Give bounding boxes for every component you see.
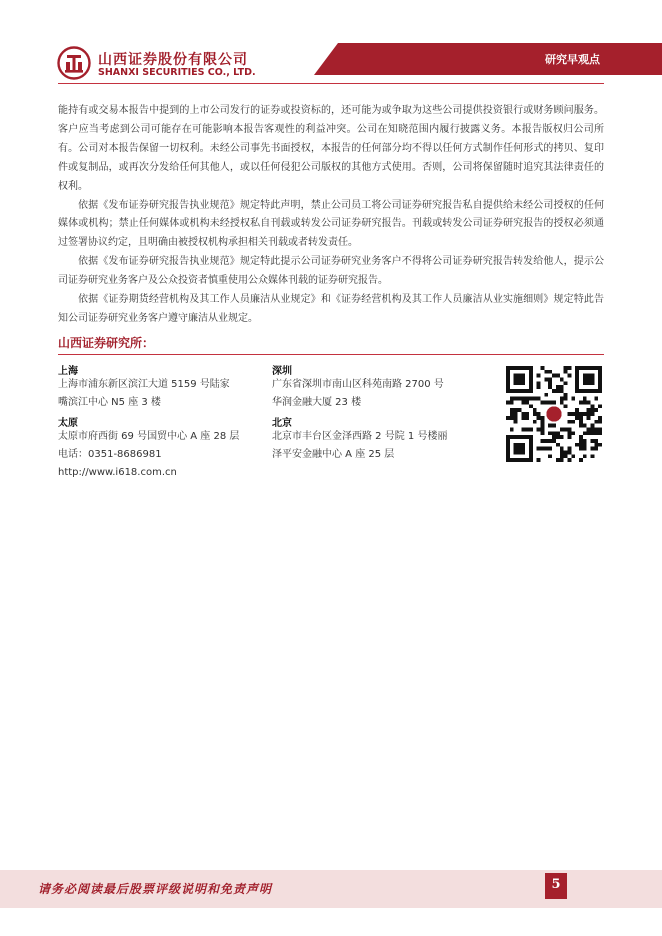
company-name-en: SHANXI SECURITIES CO., LTD. — [98, 67, 256, 78]
header-divider — [58, 83, 604, 84]
company-logo-icon — [57, 46, 91, 80]
address-line: 嘴滨江中心 N5 座 3 楼 — [58, 397, 161, 408]
header-bar — [314, 43, 662, 75]
address-line: 华润金融大厦 23 楼 — [272, 397, 362, 408]
report-type-label: 研究早观点 — [545, 53, 600, 66]
address-shanghai — [58, 376, 263, 412]
qr-code-icon — [506, 366, 602, 462]
address-line: 上海市浦东新区滨江大道 5159 号陆家 — [58, 379, 230, 390]
address-line: 泽平安金融中心 A 座 25 层 — [272, 449, 395, 460]
page-number: 5 — [551, 877, 561, 892]
address-line: 北京市丰台区金泽西路 2 号院 1 号楼丽 — [272, 431, 448, 442]
address-beijing — [272, 428, 487, 464]
address-line: 太原市府西街 69 号国贸中心 A 座 28 层 — [58, 431, 240, 442]
disclaimer-paragraph: 依据《发布证券研究报告执业规范》规定特此提示公司证券研究业务客户不得将公司证券研究报告转发给他人，提示公司证券研究业务客户及公众投资者慎重使用公众媒体刊载的证券研究报告。 — [58, 256, 604, 287]
city-beijing: 北京 — [272, 418, 292, 429]
address-shenzhen — [272, 376, 487, 412]
address-line: 广东省深圳市南山区科苑南路 2700 号 — [272, 379, 444, 390]
disclaimer-paragraph: 能持有或交易本报告中提到的上市公司发行的证券或投资标的，还可能为或争取为这些公司提供投资银行或财务顾问服务。客户应当考虑到公司可能存在可能影响本报告客观性的利益冲突。公司在知晓范围内履行披露义务。本报告版权归公司所有。公司对本报告保留一切权利。未经公司事先书面授权，本报告的任何部分均不得以任何方式制作任何形式的拷贝、复印件或复制品，或再次分发给任何其他人，或以任何侵犯公司版权的其他方式使用。否则，公司将保留随时追究其法律责任的权利。 — [58, 105, 604, 192]
phone-number: 电话：0351-8686981 — [58, 449, 162, 460]
website-link[interactable]: http://www.i618.com.cn — [58, 467, 177, 478]
city-shanghai: 上海 — [58, 366, 78, 377]
institute-divider — [58, 354, 604, 355]
disclaimer-text — [58, 102, 604, 329]
institute-title: 山西证券研究所： — [58, 336, 155, 350]
company-name-cn: 山西证券股份有限公司 — [98, 52, 248, 68]
header-bar-notch — [314, 43, 338, 75]
footer-notice: 请务必阅读最后股票评级说明和免责声明 — [38, 882, 273, 896]
disclaimer-paragraph: 依据《证券期货经营机构及其工作人员廉洁从业规定》和《证券经营机构及其工作人员廉洁从业实施细则》规定特此告知公司证券研究业务客户遵守廉洁从业规定。 — [58, 294, 604, 324]
city-taiyuan: 太原 — [58, 418, 78, 429]
page-header — [0, 0, 662, 90]
disclaimer-paragraph: 依据《发布证券研究报告执业规范》规定特此声明，禁止公司员工将公司证券研究报告私自提供给未经公司授权的任何媒体或机构；禁止任何媒体或机构未经授权私自刊载或转发公司证券研究报告。刊载或转发公司证券研究报告的授权必须通过签署协议约定，且明确由被授权机构承担相关刊载或者转发责任。 — [58, 199, 604, 249]
city-shenzhen: 深圳 — [272, 366, 292, 377]
address-taiyuan — [58, 428, 268, 482]
